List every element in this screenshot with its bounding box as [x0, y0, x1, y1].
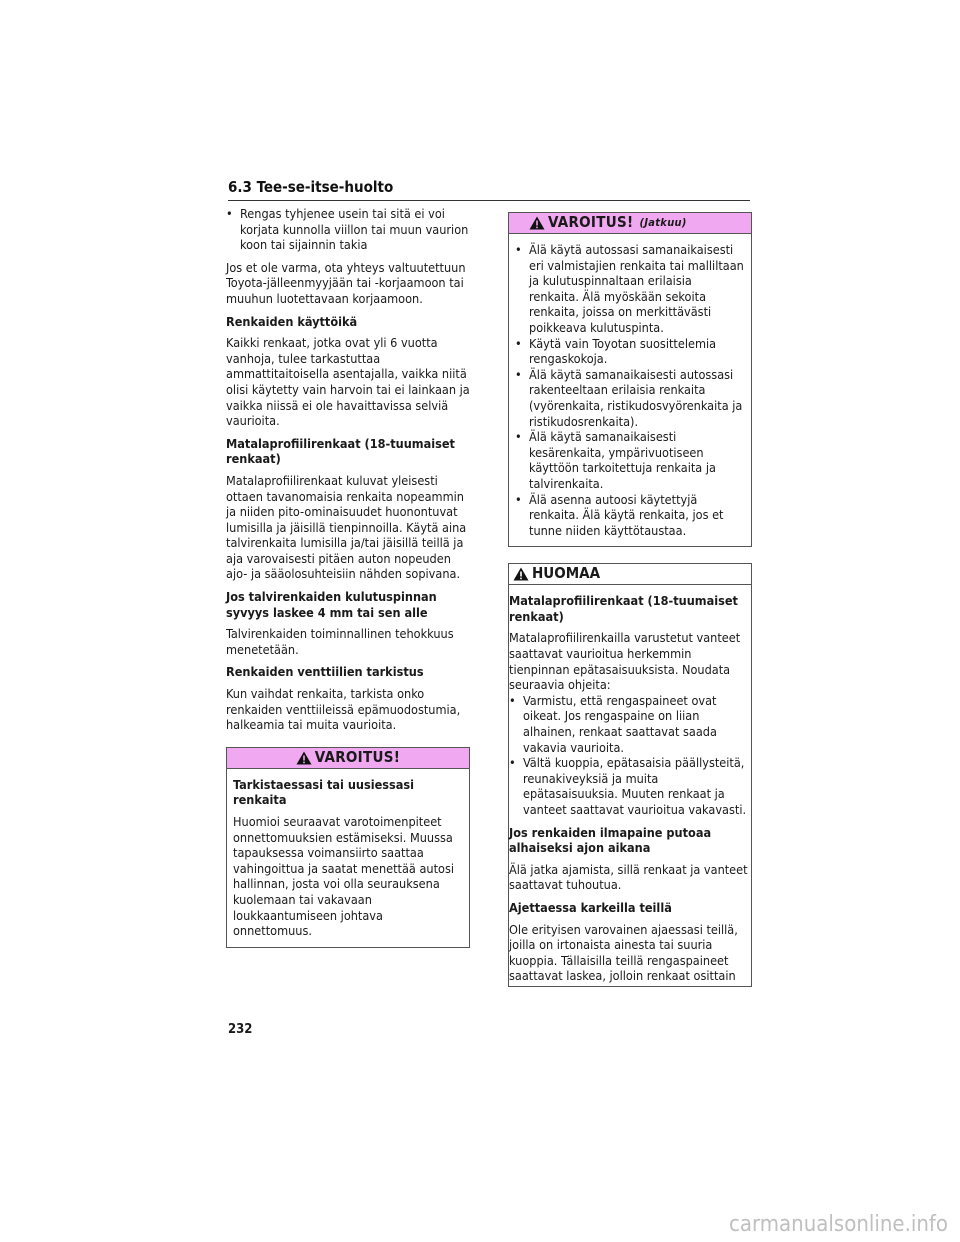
watermark: carmanualsonline.info [729, 1212, 948, 1237]
list-item: • Varmistu, että rengaspaineet ovat oikeat. Jos rengaspaine on liian alhainen, renkaat saattavat saada vakavia vaurioita. [509, 693, 751, 755]
heading-low-profile: Matalaprofiilirenkaat (18-tuumaiset renkaat) [226, 435, 455, 467]
warning-continued-label: (Jatkuu) [639, 216, 687, 230]
bullet-list [226, 206, 470, 253]
warning-body [227, 769, 469, 947]
note-bullet-list [509, 693, 751, 818]
left-column [226, 206, 470, 960]
note-paragraph-rough-roads: Ole erityisen varovainen ajaessasi teillä, joilla on irtonaista ainesta tai suuria kuoppia. Tällaisilla teillä rengaspaineet saattavat laskea, jolloin renkaat osittain [509, 921, 738, 984]
paragraph-low-profile: Matalaprofiilirenkaat kuluvat yleisesti ottaen tavanomaisia renkaita nopeammin ja niiden pito-ominaisuudet huonontuvat lumisilla ja jäisillä tienpinnoilla. Käytä aina talvirenkaita lumisilla ja/tai jäisillä teillä ja aja varovaisesti pitäen auton nopeuden ajo- ja sääolosuhteisiin nähden sopivana. [226, 472, 467, 582]
list-item: • Rengas tyhjenee usein tai sitä ei voi korjata kunnolla viillon tai muun vaurion koon tai sijainnin takia [226, 206, 470, 253]
note-paragraph-pressure-drop: Älä jatka ajamista, sillä renkaat ja vanteet saattavat tuhoutua. [509, 861, 748, 893]
warning-header [227, 748, 469, 769]
warning-box-continued [508, 212, 752, 547]
warning-title: VAROITUS! [314, 748, 401, 767]
heading-valve-check: Renkaiden venttiilien tarkistus [226, 664, 424, 680]
warning-header-continued [509, 213, 751, 234]
paragraph-contact: Jos et ole varma, ota yhteys valtuutettuun Toyota-jälleenmyyjään tai -korjaamoon tai muuhun luotettavaan korjaamoon. [226, 259, 466, 306]
list-item: • Älä käytä samanaikaisesti autossasi rakenteeltaan erilaisia renkaita (vyörenkaita, ristikudosvyörenkaita ja ristikudosrenkaita). [515, 367, 745, 429]
list-item: • Älä käytä autossasi samanaikaisesti eri valmistajien renkaita tai malliltaan ja kulutuspinnaltaan erilaisia renkaita. Älä myöskään sekoita renkaita, joissa on merkittävästi poikkeava kulutuspinta. [515, 242, 745, 336]
note-title: HUOMAA [532, 564, 601, 583]
section-title: 6.3 Tee-se-itse-huolto [228, 178, 750, 201]
note-body [509, 585, 751, 986]
note-heading-low-profile: Matalaprofiilirenkaat (18-tuumaiset renkaat) [509, 593, 738, 624]
warning-subheading: Tarkistaessasi tai uusiessasi renkaita [233, 776, 415, 808]
warning-text: Huomioi seuraavat varotoimenpiteet onnettomuuksien estämiseksi. Muussa tapauksessa voimansiirto saattaa vahingoittua ja saatat menettää autosi hallinnan, josta voi olla seurauksena kuolemaan tai vakavaan loukkaantumiseen johtava onnettomuus. [233, 814, 455, 939]
warning-triangle-icon [529, 216, 545, 230]
warning-box [226, 747, 470, 948]
paragraph-tire-age: Kaikki renkaat, jotka ovat yli 6 vuotta vanhoja, tulee tarkastuttaa ammattitaitoisella asentajalla, vaikka niitä olisi käytetty vain harvoin tai ei lainkaan ja vaikka niissä ei ole havaittavissa selviä vaurioita. [226, 335, 470, 429]
note-paragraph-low-profile: Matalaprofiilirenkailla varustetut vanteet saattavat vaurioitua herkemmin tienpinnan epätasaisuuksista. Noudata seuraavia ohjeita: [509, 630, 741, 693]
note-heading-rough-roads: Ajettaessa karkeilla teillä [509, 899, 672, 915]
heading-tire-age: Renkaiden käyttöikä [226, 313, 358, 329]
right-column [508, 212, 752, 987]
warning-bullet-list [515, 242, 745, 538]
list-item: • Älä käytä samanaikaisesti kesärenkaita, ympärivuotiseen käyttöön tarkoitettuja renkaita ja talvirenkaita. [515, 429, 745, 491]
caution-triangle-icon [513, 567, 529, 581]
page-number: 232 [228, 1022, 253, 1037]
paragraph-winter-tread: Talvirenkaiden toiminnallinen tehokkuus menetetään. [226, 626, 454, 657]
list-item: • Älä asenna autoosi käytettyjä renkaita. Älä käytä renkaita, jos et tunne niiden käyttötaustaa. [515, 492, 745, 539]
heading-winter-tread: Jos talvirenkaiden kulutuspinnan syvyys laskee 4 mm tai sen alle [226, 589, 437, 620]
paragraph-valve-check: Kun vaihdat renkaita, tarkista onko renkaiden venttiileissä epämuodostumia, halkeamia tai muita vaurioita. [226, 686, 461, 733]
list-item: • Vältä kuoppia, epätasaisia päällysteitä, reunakiveyksiä ja muita epätasaisuuksia. Muuten renkaat ja vanteet saattavat vaurioitua vakavasti. [509, 755, 751, 817]
note-heading-pressure-drop: Jos renkaiden ilmapaine putoaa alhaiseksi ajon aikana [509, 824, 712, 856]
warning-body-continued [509, 234, 751, 546]
note-header [509, 564, 751, 585]
warning-title: VAROITUS! [548, 213, 634, 232]
list-item: • Käytä vain Toyotan suosittelemia rengaskokoja. [515, 336, 745, 367]
warning-triangle-icon [296, 751, 312, 765]
note-box [508, 563, 752, 987]
